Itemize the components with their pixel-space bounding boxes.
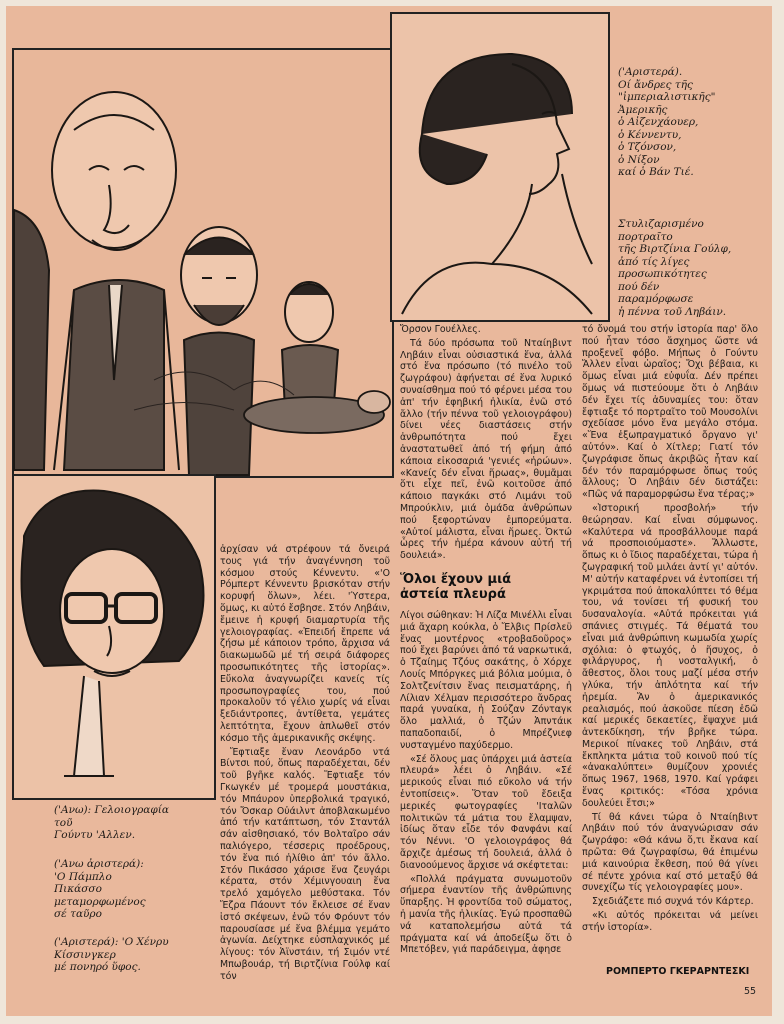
presidents-caption [618, 66, 758, 179]
caption-line: καί ὁ Βάν Τιέ. [618, 166, 694, 178]
article-column-2-bottom [400, 610, 572, 972]
allen-caption [54, 804, 214, 842]
caption-line: "ἰμπεριαλιστικῆς" [618, 91, 716, 103]
caption-line: ('Ανω): Γελοιογραφία [54, 804, 169, 816]
woolf-portrait-image [392, 14, 608, 320]
caption-line: Πικάσσο [54, 883, 102, 895]
caption-line: σέ ταῦρο [54, 908, 102, 920]
caption-line: ὁ Κέννεντυ, [618, 128, 682, 141]
caption-line: Οί ἄνδρες τῆς [618, 78, 693, 91]
caption-line: ὁ Αἰζενχάουερ, [618, 116, 699, 128]
caption-line: μεταμορφωμένος [54, 895, 146, 908]
caption-line: μέ πονηρό ὕφος. [54, 961, 141, 973]
caption-line: ('Ανω ἀριστερά): [54, 858, 144, 870]
article-paragraph: «Ἱστορική προσβολή» τήν θεώρησαν. Καί εἶναι σύμφωνος. «Καλύτερα νά προσβάλλουμε παρά νά προσποιούμαστε». Ἄλλωστε, ὅπως κι ὁ ἴδιος παραδέχεται, τώρα ἡ ζωγραφική τοῦ μιλάει ἀντί γι' αὐτόν. Μ' αὐτήν καταφέρνει νά ἐντοπίσει τή γκριμάτσα πού ἀποκαλύπτει τό θέμα του, νά τονίσει τή φυσική του δυσαναλογία. «Αὐτά πρόκειται γιά σπάνιες στιγμές. Τά θέματά του εἶναι μιά ἀνθρώπινη κωμωδία χωρίς σχόλια: ὁ φτωχός, ὁ ἥσυχος, ὁ φιλάργυρος, ἡ νοσταλγική, ὁ ἄθεστος, ὅλοι τους μαζί μέσα στήν γλύκα, τήν ἁπλότητα καί τήν ἠρεμία. Ἄν ὁ ἀμερικανικός ρεαλισμός, πού ἀσκοῦσε πίεση ἐδῶ καί μερικές δεκαετίες, ἔψαχνε μιά ἀντεκδίκηση, τήν βρῆκε τώρα. Μερικοί πίνακες τοῦ Ληβάιν, στά ἔκπληκτα μάτια τοῦ κοινοῦ πού τίς «ἀνακαλύπτει» θυμίζουν χρονιές ὅπως 1967, 1968, 1970. Καί γράφει ἕνας κριτικός: «Τόσα χρόνια δουλεύει ἔτσι;» [582, 502, 758, 809]
article-paragraph: «Πολλά πράγματα συνωμοτοῦν σήμερα ἐναντίον τῆς ἀνθρώπινης ὕπαρξης. Ἡ φροντίδα τοῦ σώματος, ἡ μανία τῆς ἡλικίας. Ἐγώ προσπαθῶ νά καταπολεμήσω αὐτά τά πράγματα καί νά ἀποδείξω ὅτι ὁ Μπετόβεν, γιά παράδειγμα, ἀφησε [400, 873, 572, 956]
magazine-page [6, 6, 772, 1016]
heading-line: ἀστεία πλευρά [400, 587, 506, 602]
caption-line: προσωπικότητες [618, 268, 707, 280]
woolf-portrait-frame [390, 12, 610, 322]
caption-line: ὁ Νίξον [618, 153, 660, 166]
article-paragraph: Ἔφτιαξε ἕναν Λεονάρδο ντά Βίντσι πού, ὅπως παραδέχεται, δέν τοῦ βγῆκε καλός. Ἔφτιαξε τόν Γκωγκέν μέ τρομερά μουστάκια, τόν Μπάυρον ὑπερβολικά τραγικό, τόν Ὄσκαρ Οὐάιλντ ἀποβλακωμένο ἀπό τήν κατάπτωση, τόν Σταντάλ σάν αἰσθησιακό, τόν Βολταῖρο σάν παλιόγερο, τέσσερις προέδρους, τόν ἕνα πιό ἠλίθιο ἀπ' τόν ἄλλο. Στόν Πικάσσο χάρισε ἕνα ζευγάρι κέρατα, στόν Χέμινγουαιη ἕνα τρελό χαμόγελο μεθύστακα. Τόν Ἔζρα Πάουντ τόν ἔκλεισε σέ ἕναν ἱστό σκέψεων, ἐνῶ τόν Φρόυντ τόν παρουσίασε μέ ἕνα βλέμμα γεμάτο ἀγωνία. Δείχτηκε εὐσπλαχνικός μέ λίγους: τόν Ἀϊνστάιν, τή Σιμόν ντέ Μπωβουάρ, τή Βιρτζίνια Γούλφ καί τόν [220, 746, 390, 982]
kissinger-caption [54, 936, 219, 974]
article-column-1 [220, 544, 390, 982]
article-paragraph: «Κι αὐτός πρόκειται νά μείνει στήν ἱστορία». [582, 910, 758, 933]
caption-line: ἡ πέννα τοῦ Ληβάιν. [618, 305, 727, 318]
article-paragraph: Σχεδιάζετε πιό συχνά τόν Κάρτερ. [592, 896, 754, 908]
article-paragraph: Τί θά κάνει τώρα ὁ Νταίηβιντ Ληβάιν πού τόν ἀναγνώρισαν σάν ζωγράφο: «Θά κάνω ὅ,τι ἔκανα καί πρῶτα: Θά ζωγραφίσω, θά ἐπιμένω μιά καινούρια ἔκθεση, πού θά γίνει σέ πέντε χρόνια καί στό μεταξύ θά συνεχίζω τίς γελοιογραφίες μου». [582, 811, 758, 894]
caption-line: πού δέν [618, 280, 660, 293]
article-paragraph: Τά δύο πρόσωπα τοῦ Νταίηβιντ Ληβάιν εἶναι οὐσιαστικά ἕνα, ἀλλά στό ἕνα πρόσωπο (τό πινέλο τοῦ ζωγράφου) ἀφήνεται σέ ἕνα λυρικό συναίσθημα πού τό φέρνει μέσα του ἀπ' τήν ἐφηβική ἡλικία, ἐνῶ στό ἄλλο (τήν πέννα τοῦ γελοιογράφου) δίνει νέες διαστάσεις στήν ἀνθρωπότητα πού ἔχει ἀναστατωθεῖ ἀπό τή φήμη ἀπό κάποια εἰκοσαριά 'γενιές «ἡρώων». «Κανείς δέν εἶναι ἥρωας», θυμᾶμαι ὅτι εἶχε πεῖ, ἐνῶ κοιτοῦσε ἀπό κάποιο παγκάκι στό Λιμάνι τοῦ Μπρούκλιν, μιά ὁμάδα ἀνθρώπων πού ξεφορτώναν ἐμπορεύματα. «Αὐτοί μάλιστα, εἶναι ἥρωες. Ὀκτώ ὧρες τήν ἡμέρα κάνουν αὐτή τή δουλειά». [400, 337, 572, 562]
article-paragraph: «Σέ ὅλους μας ὑπάρχει μιά ἀστεία πλευρά» λέει ὁ Ληβάιν. «Σέ μερικούς εἶναι πιό εὔκολο νά τήν ἐντοπίσεις». Ὅταν τοῦ ἔδειξα μερικές φωτογραφίες 'Ιταλῶν πολιτικῶν τά μάτια του ἔλαμψαν, ἰδίως ὅταν εἶδε τόν Φανφάνι καί τόν Νέννι. 'Ο γελοιογράφος θά ἄρχιζε ἀμέσως τή δουλειά, ἀλλά ὁ διανοούμενος ἄρχισε νά σκέφτεται: [400, 753, 572, 871]
presidents-caricature-image [14, 50, 392, 476]
allen-caricature-image [14, 476, 214, 798]
section-heading [400, 572, 572, 602]
allen-caricature-frame [12, 474, 216, 800]
article-paragraph: ἀρχίσαν νά στρέφουν τά ὄνειρά τους γιά τήν ἀναγέννηση τοῦ κόσμου στούς Κέννεντυ. «'Ο Ρόμπερτ Κέννεντυ βρισκόταν στήν κορυφή ὅλων», λέει. 'Ύστερα, ὅμως, κι αὐτό ἔσβησε. Στόν Ληβάιν, ἔμεινε ἡ κρυφή διαμαρτυρία τῆς γελοιογραφίας. «Ἐπειδή ἔπρεπε νά ζήσω μέ κάποιον τρόπο, ἄρχισα νά διακωμωδῶ μέ τή σειρά διάφορες προσωπικότητες τῆς ἱστορίας». Εὔκολα ἀναγνωρίζει κανείς τίς προσωπογραφίες του, πού προκαλοῦν τό γέλιο χωρίς νά εἶναι ξεδιάντροπες, ἀντίθετα, γεμάτες λεπτότητα, ἔχουν ἁπλωθεῖ στόν κόσμο τῆς ἀμερικανικῆς σκέψης. [220, 544, 390, 744]
caption-line: τῆς Βιρτζίνια Γούλφ, [618, 243, 732, 255]
caption-line: τοῦ [54, 816, 73, 829]
page-number: 55 [744, 986, 757, 997]
caption-line: ('Αριστερά). [618, 66, 683, 78]
caption-line: 'Ο Πάμπλο [54, 870, 112, 883]
caption-line: παραμόρφωσε [618, 293, 694, 305]
article-paragraph: Ὄρσον Γουέλλες. [400, 324, 481, 335]
presidents-caricature-frame [12, 48, 394, 478]
caption-line: Στυλιζαρισμένο [618, 218, 704, 230]
article-column-2-top [400, 324, 572, 562]
caption-line: ἀπό τίς λίγες [618, 255, 690, 268]
caption-line: ὁ Τζόνσον, [618, 141, 677, 153]
article-column-3 [582, 324, 758, 964]
caption-line: Γούντυ 'Αλλεν. [54, 829, 136, 841]
caption-line: Ἀμερικῆς [618, 103, 668, 116]
caption-line: πορτραῖτο [618, 230, 673, 243]
picasso-caption [54, 858, 214, 921]
heading-line: Ὅλοι ἔχουν μιά [400, 572, 512, 587]
caption-line: ('Αριστερά): 'Ο Χένρυ [54, 936, 169, 948]
author-signature: ΡΟΜΠΕΡΤΟ ΓΚΕΡΑΡΝΤΕΣΚΙ [606, 966, 750, 977]
woolf-caption [618, 218, 763, 318]
article-paragraph: Λίγοι σώθηκαν: Ἡ Λίζα Μινέλλι εἶναι μιά ἄχαρη κούκλα, ὁ Ἔλβις Πρίσλεϋ ἕνας μοντέρνος «τροβαδοῦρος» πού ἔχει βαρύνει ἀπό τά ναρκωτικά, ὁ Τζαίημς Τζόυς σακάτης, ὁ Χόρχε Λουίς Μπόργκες μιά βόλια μούμια, ὁ Σολτζενίτσιν ἕνας πεισματάρης, ἡ Λίλιαν Χέλμαν περισσότερο ἄνδρας παρά γυναίκα, ἡ Σούζαν Ζόνταγκ ὅλο μαλλιά, ὁ Τζών Ἀπντάικ παπαδοπαιδί, ὁ Μπρέζνιεφ νυσταγμένο παχύδερμο. [400, 610, 572, 751]
article-paragraph: τό ὄνομά του στήν ἱστορία παρ' ὅλο πού ἦταν τόσο ἄσχημος ὥστε νά προξενεῖ φόβο. Μήπως ὁ Γούντυ Ἄλλεν εἶναι ὡραῖος; Ὄχι βέβαια, κι ὅμως εἶναι μιά εὐφυΐα. Δέν πρέπει ὅμως νά πιστεύουμε ὅτι ὁ Ληβάιν δέν ἔχει τίς ἀδυναμίες του: ὅταν ἔφτιαξε τό πορτραῖτο τοῦ Μουσολίνι σχεδίασε μόνο ἕνα μεγάλο στόμα. «Ἕνα ἐξωπραγματικό ὄργανο γι' αὐτόν». Καί ὁ Χίτλερ; Γιατί τόν ζωγράφισε ὅπως ἀκριβῶς ἦταν καί δέν τόν παραμόρφωσε ὅπως τούς ἄλλους; Ὁ Ληβάιν δέν διστάζει: «Πῶς νά παραμορφώσω ἕνα τέρας;» [582, 324, 758, 501]
caption-line: Κίσσινγκερ [54, 948, 116, 961]
